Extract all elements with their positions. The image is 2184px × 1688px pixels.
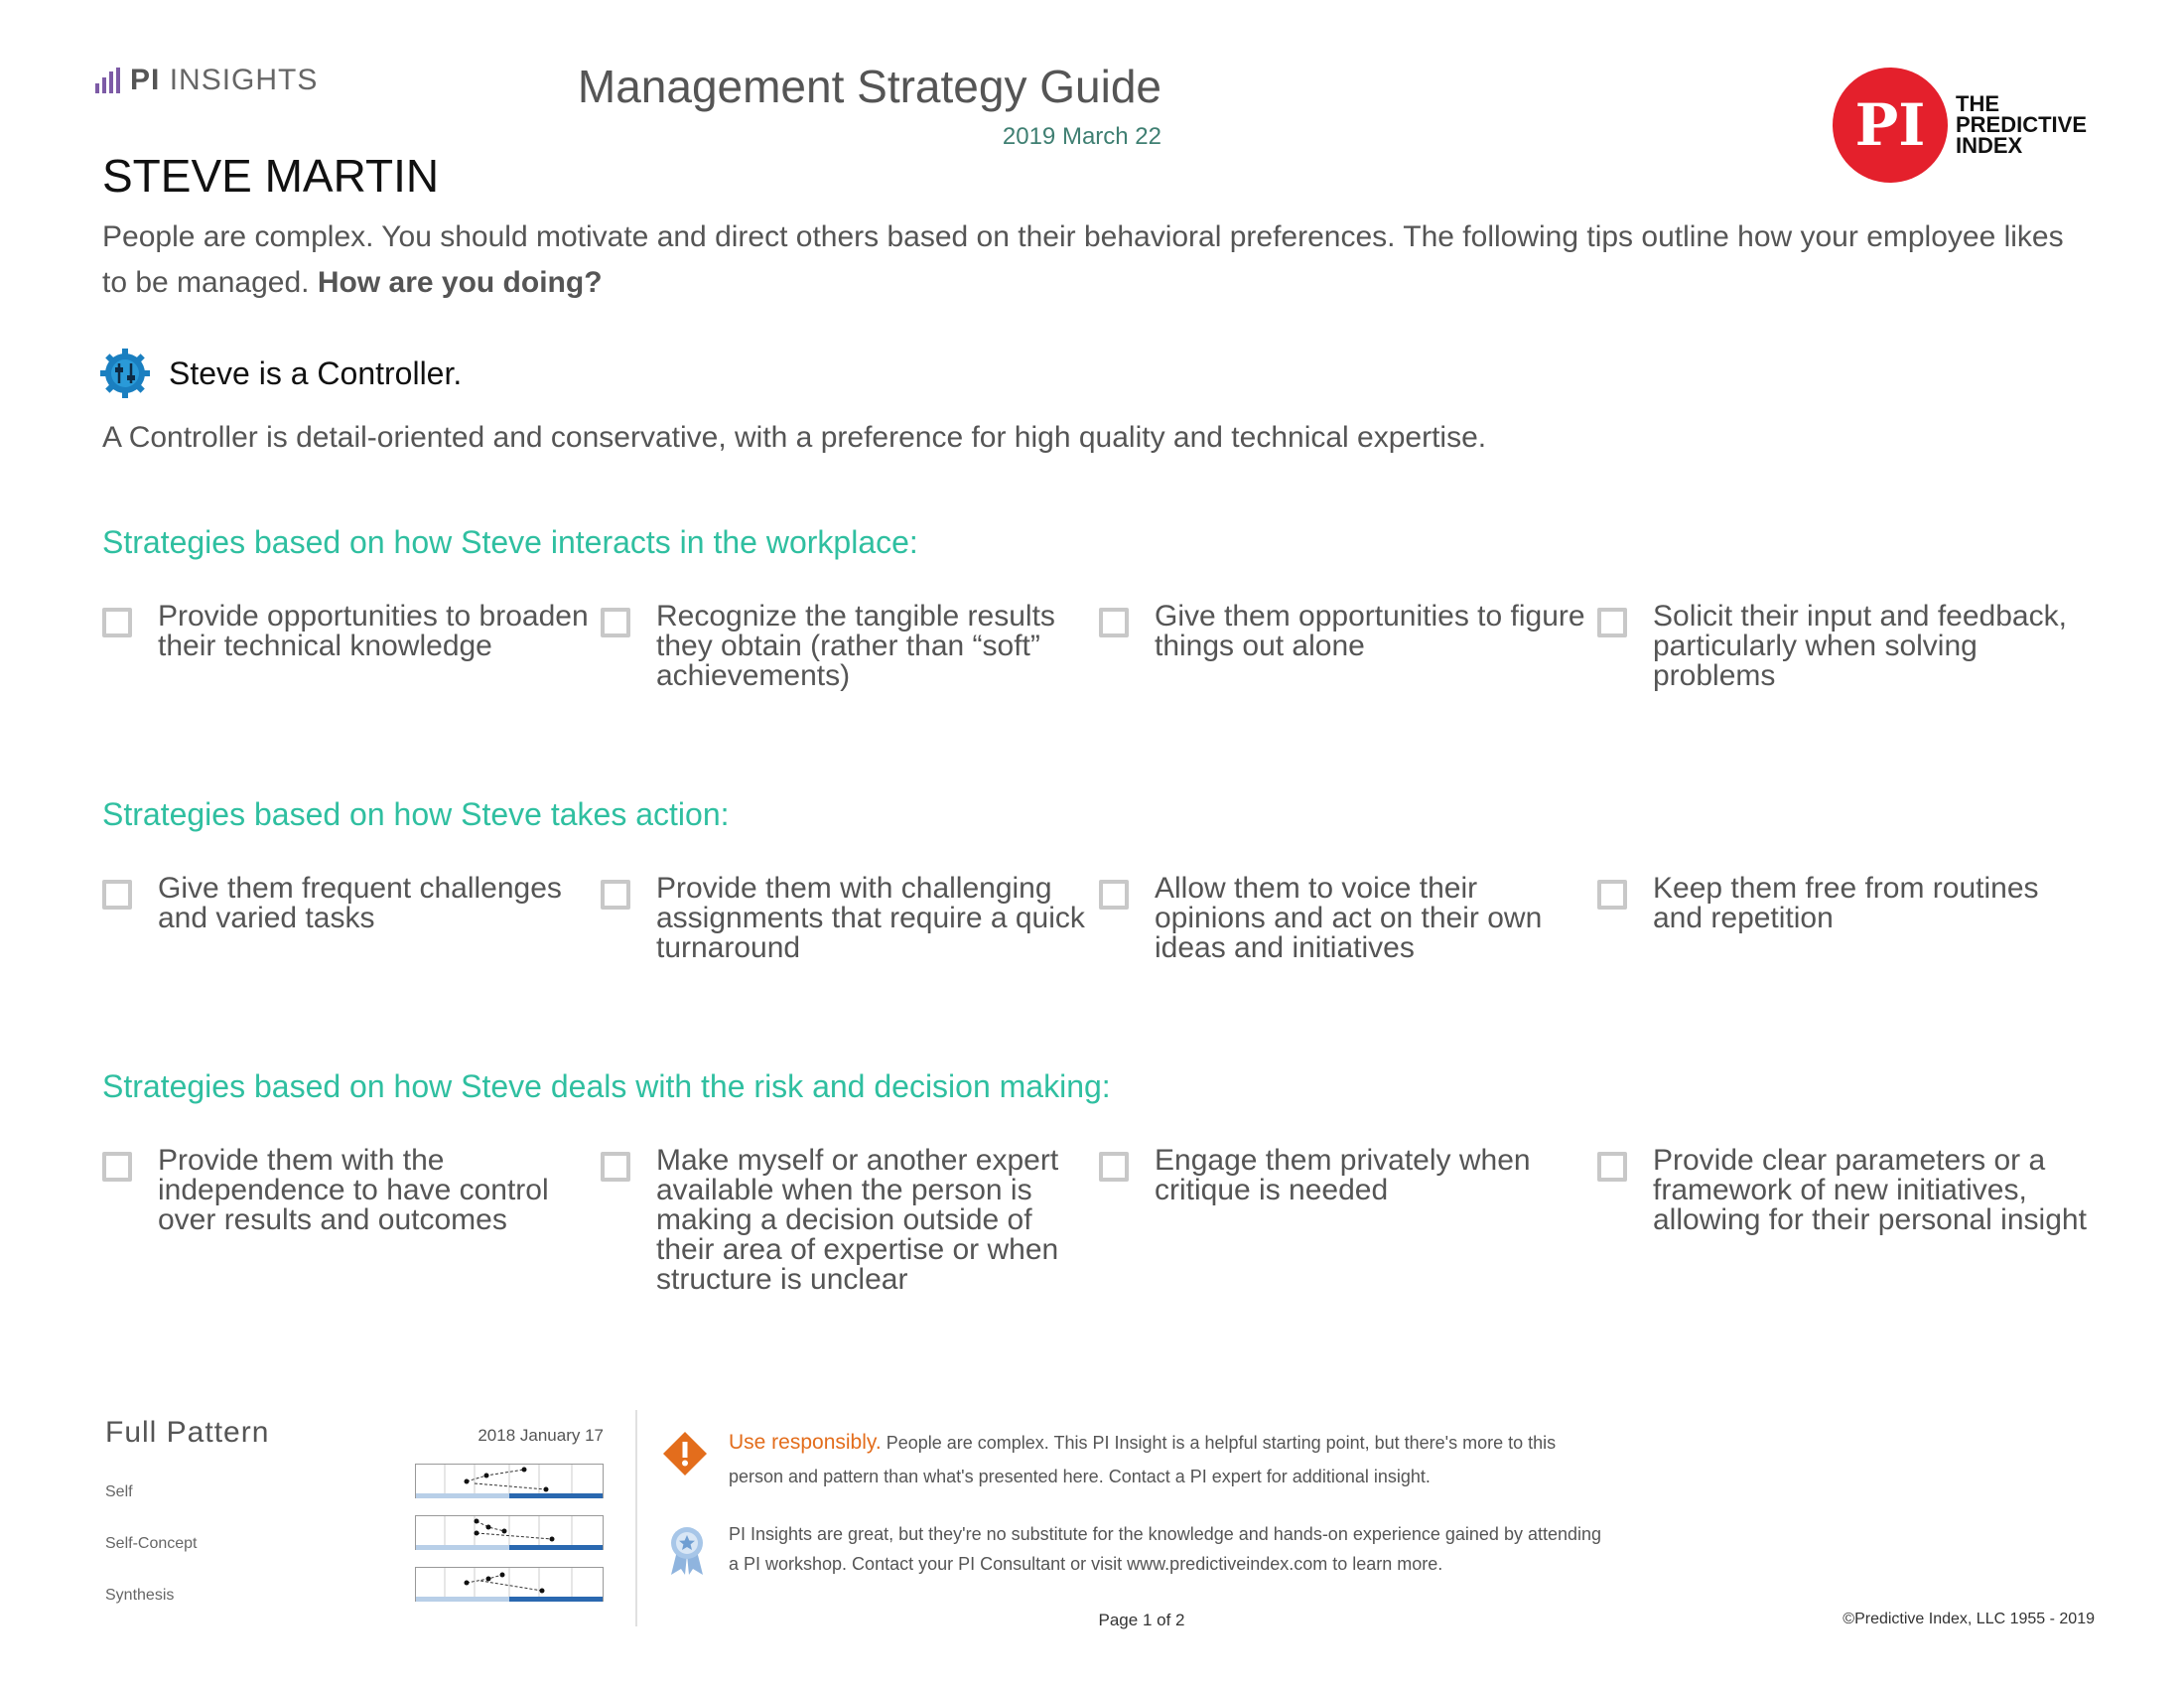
strategy-checkbox[interactable]	[1597, 880, 1627, 910]
strategy-text: Solicit their input and feedback, particularly when solving problems	[1653, 600, 2067, 692]
strategy-checkbox[interactable]	[1597, 608, 1627, 637]
strategy-checkbox[interactable]	[601, 1152, 630, 1182]
strategy-item[interactable]	[102, 1146, 601, 1295]
strategy-text: Provide them with challenging assignments that require a quick turnaround	[656, 872, 1085, 964]
intro-text: People are complex. You should motivate and direct others based on their behavioral preferences. The following tips outline how your employee likes to be managed.	[102, 220, 2064, 299]
section-title-workplace: Strategies based on how Steve interacts in the workplace:	[102, 524, 918, 560]
strategy-checkbox[interactable]	[1099, 608, 1129, 637]
controller-gear-icon	[99, 348, 151, 399]
pattern-chart-self-concept	[415, 1515, 604, 1559]
brand-light: INSIGHTS	[169, 64, 319, 96]
strategy-item[interactable]	[601, 874, 1099, 963]
footer-divider	[635, 1410, 637, 1626]
strategy-item[interactable]	[1099, 874, 1597, 963]
strategy-checkbox[interactable]	[1099, 1152, 1129, 1182]
strategy-checkbox[interactable]	[102, 608, 132, 637]
logo-line-3: INDEX	[1956, 133, 2023, 158]
strategy-list-workplace	[102, 602, 2098, 691]
strategy-list-risk	[102, 1146, 2098, 1295]
intro-emphasis: How are you doing?	[317, 266, 603, 299]
logo-line-2: PREDICTIVE	[1956, 112, 2088, 137]
strategy-item[interactable]	[1597, 602, 2096, 691]
warning-highlight: Use responsibly.	[729, 1431, 882, 1454]
strategy-checkbox[interactable]	[102, 880, 132, 910]
predictive-index-logo	[1833, 68, 2101, 183]
pattern-label-synthesis: Synthesis	[105, 1587, 175, 1604]
strategy-text: Engage them privately when critique is needed	[1155, 1144, 1531, 1206]
strategy-checkbox[interactable]	[601, 880, 630, 910]
award-ribbon-icon	[667, 1525, 707, 1577]
use-responsibly-notice	[729, 1426, 1602, 1493]
strategy-item[interactable]	[1099, 602, 1597, 691]
strategy-item[interactable]	[601, 602, 1099, 691]
pattern-label-self-concept: Self-Concept	[105, 1535, 198, 1552]
strategy-text: Make myself or another expert available when the person is making a decision outside of their area of expertise or when structure is unclear	[656, 1144, 1059, 1296]
document-title: Management Strategy Guide	[577, 61, 1161, 112]
logo-mark: PI	[1833, 68, 1948, 183]
strategy-text: Recognize the tangible results they obtain (rather than “soft” achievements)	[656, 600, 1055, 692]
section-title-action: Strategies based on how Steve takes action:	[102, 796, 730, 832]
type-description: A Controller is detail-oriented and conservative, with a preference for high quality and technical expertise.	[102, 421, 1487, 454]
strategy-text: Provide opportunities to broaden their technical knowledge	[158, 600, 589, 662]
strategy-list-action	[102, 874, 2098, 963]
strategy-item[interactable]	[1597, 874, 2096, 963]
document-date: 2019 March 22	[1002, 123, 1161, 150]
strategy-text: Give them frequent challenges and varied tasks	[158, 872, 562, 934]
strategy-item[interactable]	[102, 874, 601, 963]
profile-type	[99, 348, 462, 399]
pi-insights-brand	[95, 64, 318, 97]
full-pattern-date: 2018 January 17	[478, 1426, 604, 1445]
copyright: ©Predictive Index, LLC 1955 - 2019	[1843, 1611, 2095, 1627]
bar-chart-icon	[95, 68, 120, 93]
strategy-text: Provide them with the independence to have control over results and outcomes	[158, 1144, 549, 1236]
section-title-risk: Strategies based on how Steve deals with the risk and decision making:	[102, 1068, 1111, 1104]
person-name: STEVE MARTIN	[102, 150, 440, 202]
strategy-item[interactable]	[102, 602, 601, 691]
strategy-item[interactable]	[601, 1146, 1099, 1295]
strategy-checkbox[interactable]	[102, 1152, 132, 1182]
strategy-item[interactable]	[1099, 1146, 1597, 1295]
page-number: Page 1 of 2	[1098, 1611, 1185, 1629]
strategy-item[interactable]	[1597, 1146, 2096, 1295]
strategy-checkbox[interactable]	[1597, 1152, 1627, 1182]
strategy-checkbox[interactable]	[1099, 880, 1129, 910]
workshop-notice: PI Insights are great, but they're no substitute for the knowledge and hands-on experience gained by attending a PI workshop. Contact your PI Consultant or visit www.predictiveindex.com to learn more.	[729, 1524, 1602, 1574]
warning-text: People are complex. This PI Insight is a helpful starting point, but there's more to this person and pattern than what's presented here. Contact a PI expert for additional insight.	[729, 1433, 1557, 1486]
full-pattern-title: Full Pattern	[105, 1416, 270, 1449]
warning-icon	[661, 1430, 709, 1477]
pattern-chart-synthesis	[415, 1567, 604, 1611]
type-title: Steve is a Controller.	[169, 354, 463, 391]
brand-bold: PI	[130, 64, 161, 96]
strategy-text: Provide clear parameters or a framework of new initiatives, allowing for their personal insight	[1653, 1144, 2087, 1236]
strategy-text: Give them opportunities to figure things out alone	[1155, 600, 1585, 662]
strategy-text: Keep them free from routines and repetition	[1653, 872, 2039, 934]
logo-line-1: THE	[1956, 91, 1999, 116]
pattern-chart-self	[415, 1464, 604, 1507]
intro-paragraph	[102, 214, 2088, 306]
pattern-label-self: Self	[105, 1483, 133, 1500]
strategy-checkbox[interactable]	[601, 608, 630, 637]
strategy-text: Allow them to voice their opinions and act on their own ideas and initiatives	[1155, 872, 1543, 964]
